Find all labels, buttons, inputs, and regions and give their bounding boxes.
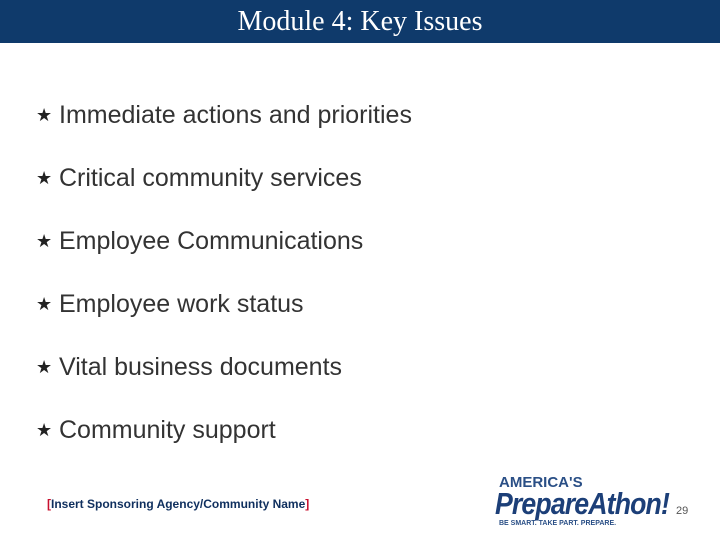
star-icon: ★ — [36, 420, 53, 440]
star-icon: ★ — [36, 231, 53, 251]
bullet-item — [36, 147, 412, 210]
star-icon: ★ — [36, 357, 53, 377]
bracket-open: [ — [47, 497, 51, 511]
sponsor-text: Insert Sponsoring Agency/Community Name — [51, 497, 306, 511]
bullet-text: Critical community services — [59, 164, 362, 192]
bullet-text: Employee work status — [59, 290, 304, 318]
bullet-item — [36, 336, 412, 399]
bullet-item — [36, 210, 412, 273]
bullet-list — [36, 84, 412, 462]
page-number: 29 — [676, 505, 689, 517]
bullet-text: Vital business documents — [59, 353, 343, 381]
bullet-text: Immediate actions and priorities — [59, 101, 412, 129]
bullet-text: Community support — [59, 416, 276, 444]
logo-line1: AMERICA'S — [499, 474, 583, 491]
sponsor-placeholder — [47, 497, 309, 511]
bracket-close: ] — [305, 497, 310, 511]
logo-line2: PrepareAthon! — [495, 486, 669, 521]
logo-tagline: BE SMART. TAKE PART. PREPARE. — [499, 520, 617, 527]
bullet-text: Employee Communications — [59, 227, 364, 255]
title-bar — [0, 0, 720, 43]
bullet-item — [36, 84, 412, 147]
star-icon: ★ — [36, 105, 53, 125]
prepareathon-logo — [492, 474, 669, 530]
star-icon: ★ — [36, 294, 53, 314]
star-icon: ★ — [36, 168, 53, 188]
slide-title: Module 4: Key Issues — [237, 6, 483, 37]
bullet-item — [36, 399, 412, 462]
bullet-item — [36, 273, 412, 336]
